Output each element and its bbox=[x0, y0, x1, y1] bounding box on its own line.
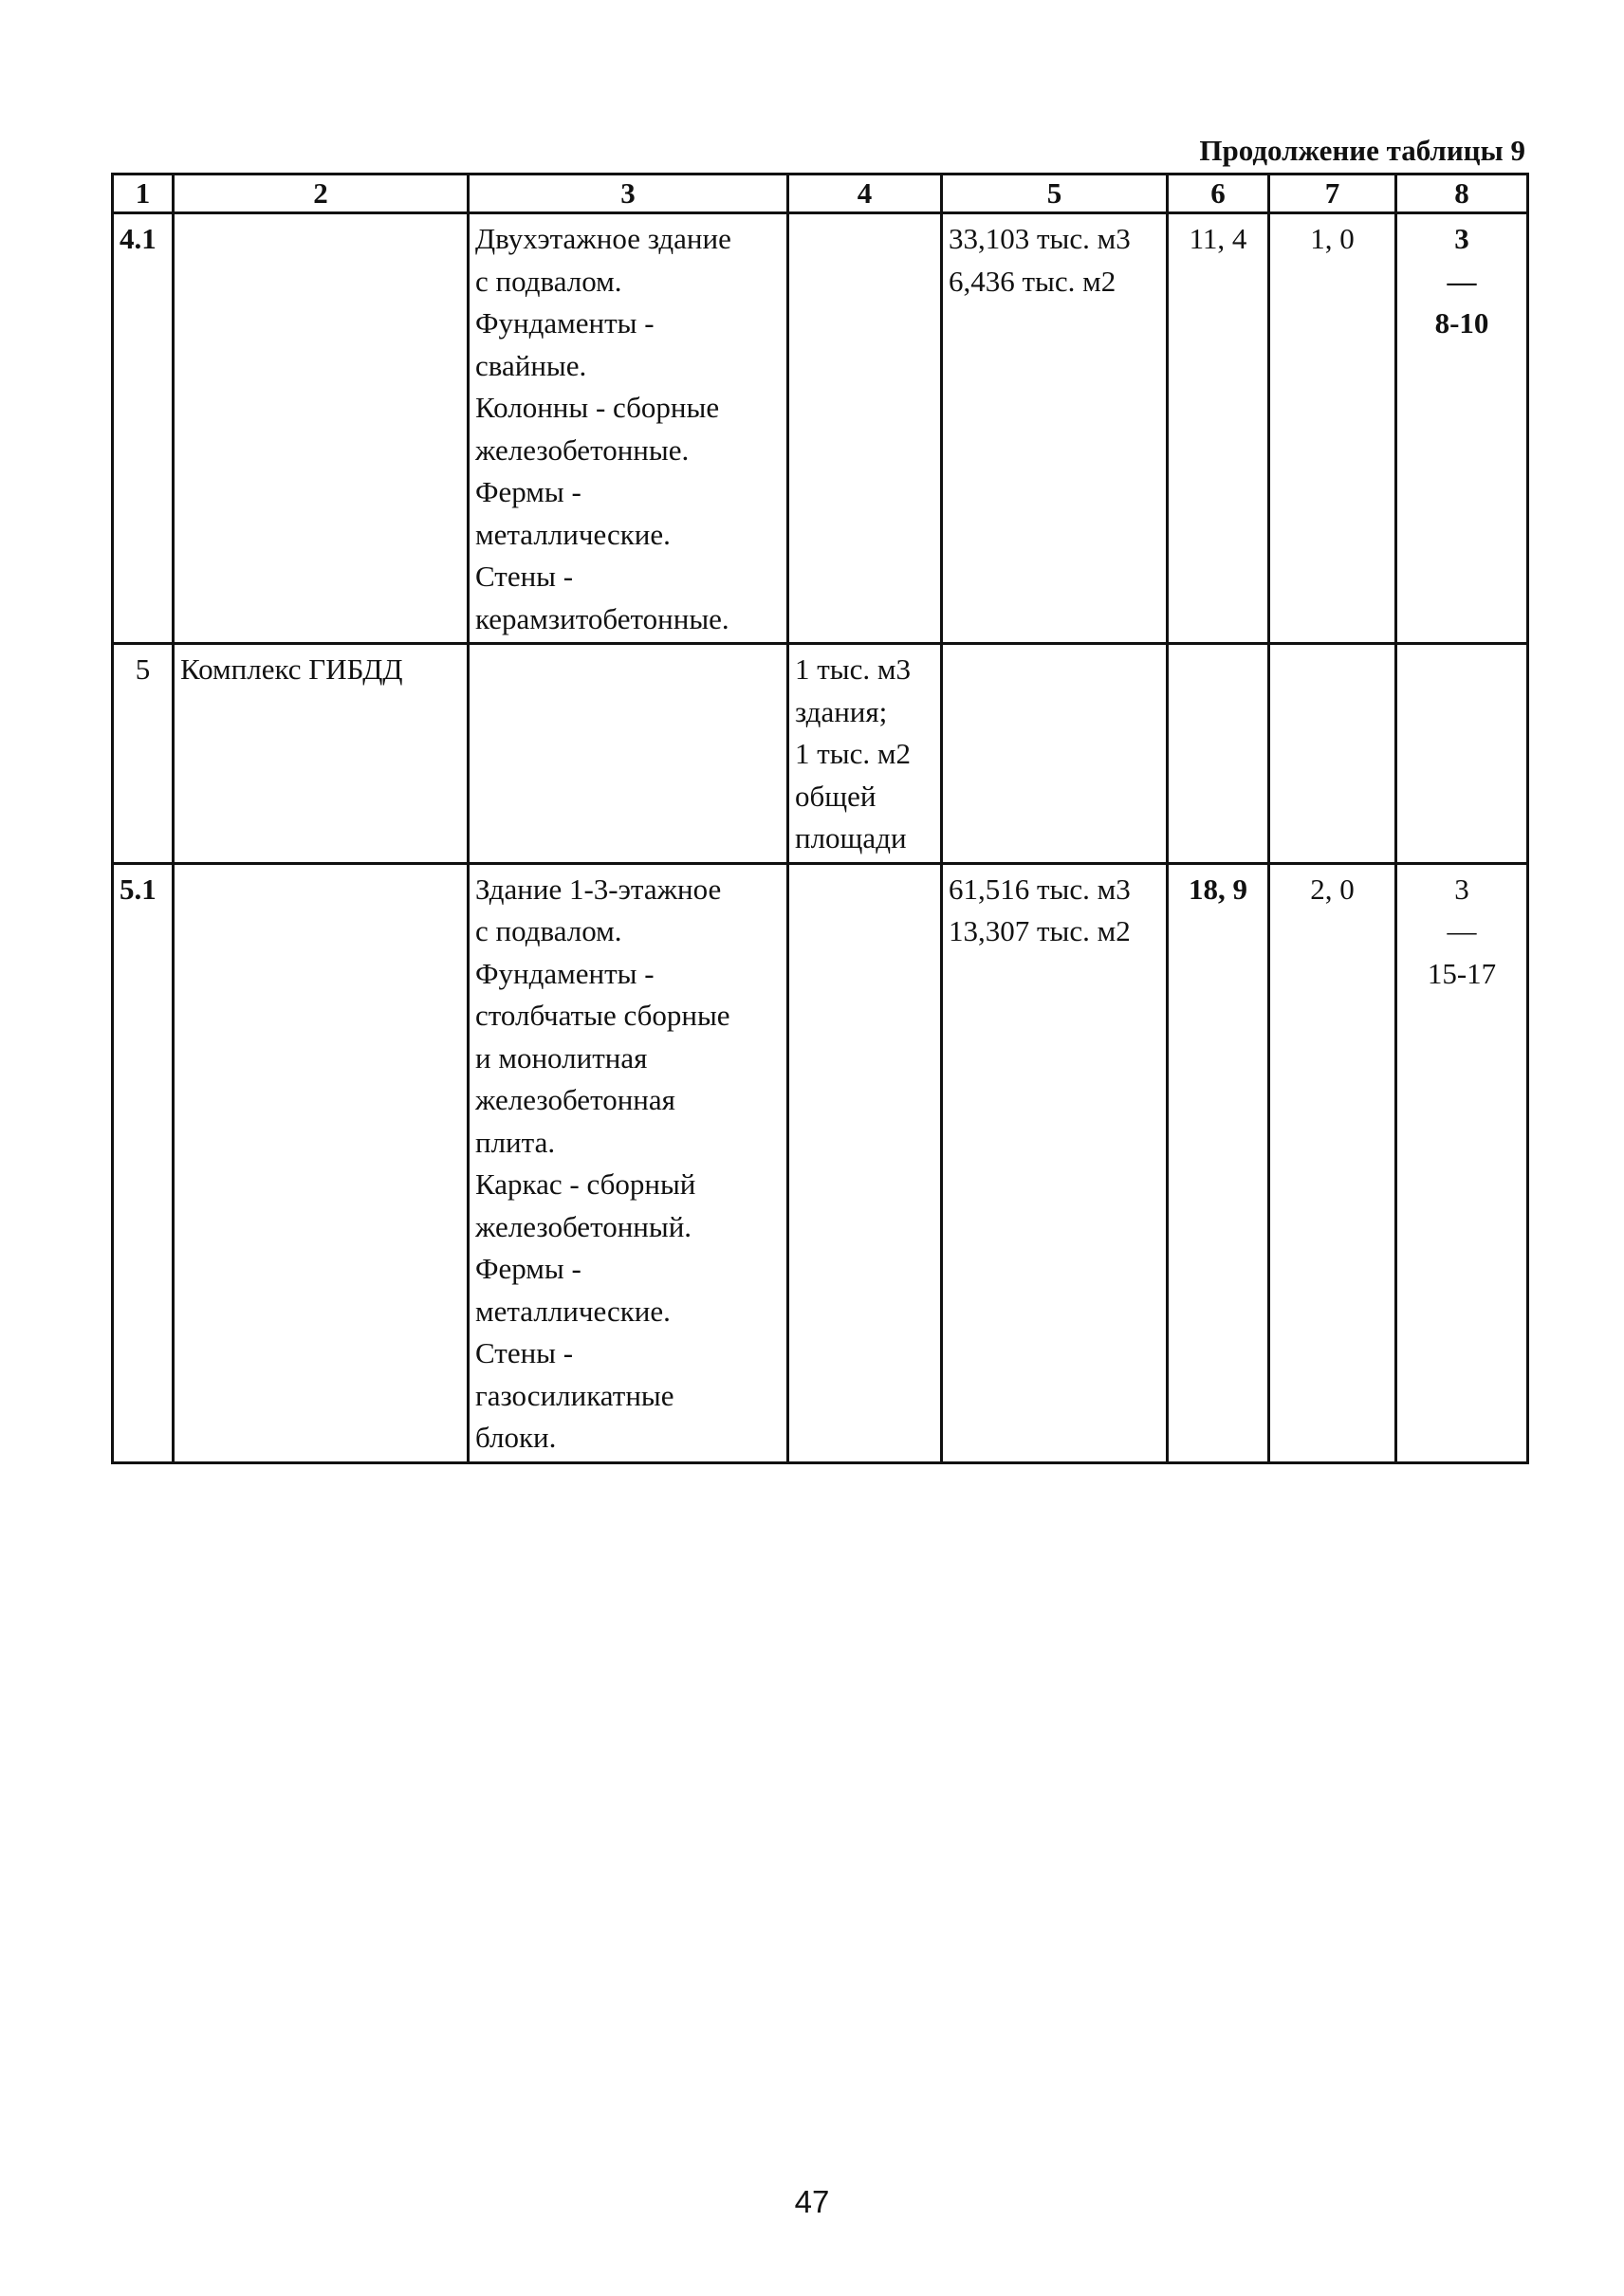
volume-cell: 61,516 тыс. м3 13,307 тыс. м2 bbox=[942, 863, 1168, 1462]
value-cell-8: 3 — 15-17 bbox=[1396, 863, 1528, 1462]
table-caption: Продолжение таблицы 9 bbox=[1199, 134, 1525, 167]
data-table bbox=[111, 173, 1529, 1464]
object-name-cell bbox=[174, 863, 469, 1462]
value-cell-7 bbox=[1269, 644, 1396, 864]
header-cell: 6 bbox=[1168, 174, 1269, 213]
description-cell: Здание 1-3-этажное с подвалом. Фундаменты - столбчатые сборные и монолитная железобетонная плита. Каркас - сборный железобетонный. Фермы - металлические. Стены - газосиликатные блоки. bbox=[469, 863, 788, 1462]
volume-cell: 33,103 тыс. м3 6,436 тыс. м2 bbox=[942, 213, 1168, 644]
object-name-cell bbox=[174, 213, 469, 644]
value-cell-8: 3 — 8-10 bbox=[1396, 213, 1528, 644]
value-cell-7: 1, 0 bbox=[1269, 213, 1396, 644]
unit-cell bbox=[788, 213, 942, 644]
row-number: 4.1 bbox=[113, 213, 174, 644]
page-number: 47 bbox=[794, 2184, 830, 2219]
header-cell: 4 bbox=[788, 174, 942, 213]
header-cell: 2 bbox=[174, 174, 469, 213]
row-number: 5 bbox=[113, 644, 174, 864]
value-cell-7: 2, 0 bbox=[1269, 863, 1396, 1462]
header-cell: 8 bbox=[1396, 174, 1528, 213]
unit-cell bbox=[788, 863, 942, 1462]
volume-cell bbox=[942, 644, 1168, 864]
row-number: 5.1 bbox=[113, 863, 174, 1462]
value-cell-6 bbox=[1168, 644, 1269, 864]
table-row bbox=[113, 213, 1528, 644]
description-cell: Двухэтажное здание с подвалом. Фундаменты - свайные. Колонны - сборные железобетонные. Фермы - металлические. Стены - керамзитобетонные. bbox=[469, 213, 788, 644]
description-cell bbox=[469, 644, 788, 864]
object-name-cell: Комплекс ГИБДД bbox=[174, 644, 469, 864]
header-row bbox=[113, 174, 1528, 213]
header-cell: 5 bbox=[942, 174, 1168, 213]
value-cell-6: 18, 9 bbox=[1168, 863, 1269, 1462]
header-cell: 3 bbox=[469, 174, 788, 213]
table-row bbox=[113, 863, 1528, 1462]
value-cell-8 bbox=[1396, 644, 1528, 864]
header-cell: 1 bbox=[113, 174, 174, 213]
unit-cell: 1 тыс. м3 здания; 1 тыс. м2 общей площади bbox=[788, 644, 942, 864]
value-cell-6: 11, 4 bbox=[1168, 213, 1269, 644]
header-cell: 7 bbox=[1269, 174, 1396, 213]
table-row bbox=[113, 644, 1528, 864]
